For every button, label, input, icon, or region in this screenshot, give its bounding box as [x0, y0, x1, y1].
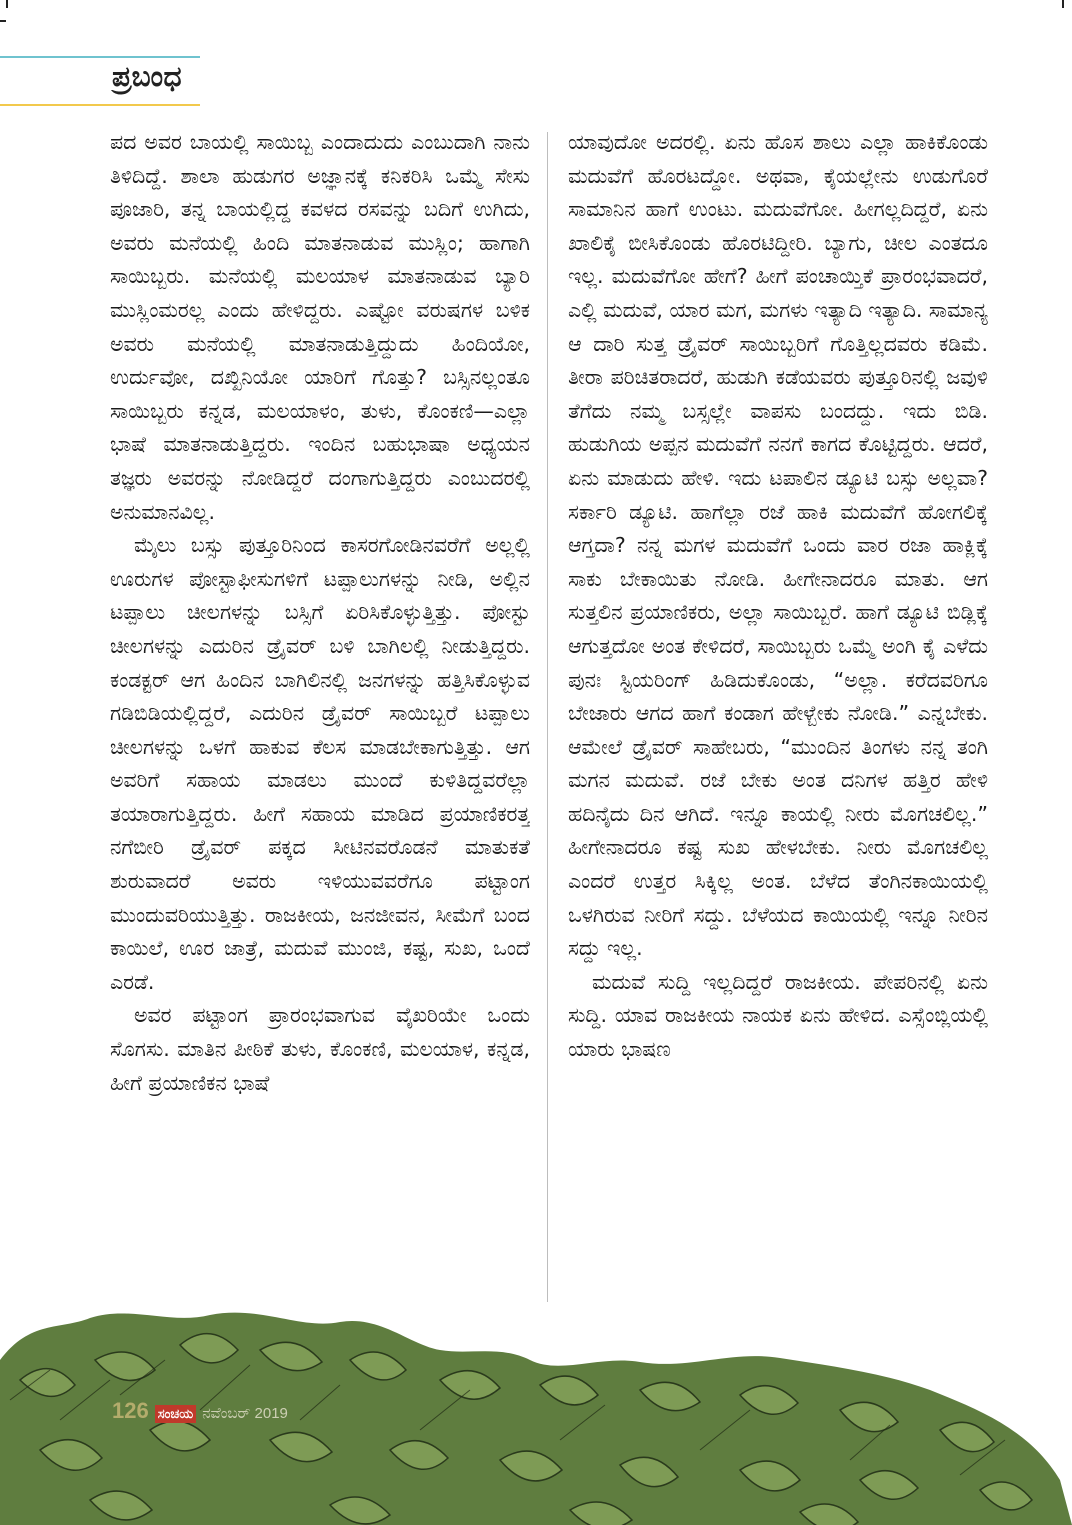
crop-mark-top-left [6, 0, 8, 8]
crop-mark-left [0, 20, 6, 22]
paragraph: ಪದ ಅವರ ಬಾಯಲ್ಲಿ ಸಾಯಿಬ್ಬ ಎಂದಾದುದು ಎಂಬುದಾಗಿ ನಾನು ತಿಳಿದಿದ್ದೆ. ಶಾಲಾ ಹುಡುಗರ ಅಜ್ಞಾನಕ್ಕೆ ಕನಿಕರಿಸಿ ಒಮ್ಮೆ ಸೇಸು ಪೂಜಾರಿ, ತನ್ನ ಬಾಯಲ್ಲಿದ್ದ ಕವಳದ ರಸವನ್ನು ಬದಿಗೆ ಉಗಿದು, ಅವರು ಮನೆಯಲ್ಲಿ ಹಿಂದಿ ಮಾತನಾಡುವ ಮುಸ್ಲಿಂ; ಹಾಗಾಗಿ ಸಾಯಿಬ್ಬರು. ಮನೆಯಲ್ಲಿ ಮಲಯಾಳ ಮಾತನಾಡುವ ಬ್ಯಾರಿ ಮುಸ್ಲಿಂಮರಲ್ಲ ಎಂದು ಹೇಳಿದ್ದರು. ಎಷ್ಟೋ ವರುಷಗಳ ಬಳಿಕ ಅವರು ಮನೆಯಲ್ಲಿ ಮಾತನಾಡುತ್ತಿದ್ದುದು ಹಿಂದಿಯೋ, ಉರ್ದುವೋ, ದಖ್ಖಿನಿಯೋ ಯಾರಿಗೆ ಗೊತ್ತು? ಬಸ್ಸಿನಲ್ಲಂತೂ ಸಾಯಿಬ್ಬರು ಕನ್ನಡ, ಮಲಯಾಳಂ, ತುಳು, ಕೊಂಕಣಿ—ಎಲ್ಲಾ ಭಾಷೆ ಮಾತನಾಡುತ್ತಿದ್ದರು. ಇಂದಿನ ಬಹುಭಾಷಾ ಅಧ್ಯಯನ ತಜ್ಞರು ಅವರನ್ನು ನೋಡಿದ್ದರೆ ದಂಗಾಗುತ್ತಿದ್ದರು ಎಂಬುದರಲ್ಲಿ ಅನುಮಾನವಿಲ್ಲ. [110, 130, 530, 524]
right-column [568, 126, 988, 1316]
paragraph: ಮದುವೆ ಸುದ್ದಿ ಇಲ್ಲದಿದ್ದರೆ ರಾಜಕೀಯ. ಪೇಪರಿನಲ್ಲಿ ಏನು ಸುದ್ದಿ. ಯಾವ ರಾಜಕೀಯ ನಾಯಕ ಏನು ಹೇಳಿದ. ಎಸ್ಸೆಂಬ್ಲಿಯಲ್ಲಿ ಯಾರು ಭಾಷಣ [568, 969, 988, 1062]
page-number: 126 [112, 1398, 149, 1423]
paragraph: ಅವರ ಪಟ್ಟಾಂಗ ಪ್ರಾರಂಭವಾಗುವ ವೈಖರಿಯೇ ಒಂದು ಸೊಗಸು. ಮಾತಿನ ಪೀಠಿಕೆ ತುಳು, ಕೊಂಕಣಿ, ಮಲಯಾಳ, ಕನ್ನಡ, ಹೀಗೆ ಪ್ರಯಾಣಿಕನ ಭಾಷೆ [110, 1003, 530, 1095]
issue-text: ನವೆಂಬರ್ 2019 [202, 1405, 288, 1422]
magazine-logo: ಸಂಚಯ [155, 1405, 196, 1423]
section-header [0, 56, 200, 108]
column-divider [547, 132, 548, 1302]
header-rule-yellow [0, 104, 200, 106]
paragraph: ಮೈಲು ಬಸ್ಸು ಪುತ್ತೂರಿನಿಂದ ಕಾಸರಗೋಡಿನವರೆಗೆ ಅಲ್ಲಲ್ಲಿ ಊರುಗಳ ಪೋಸ್ಟಾಫೀಸುಗಳಿಗೆ ಟಪ್ಪಾಲುಗಳನ್ನು ನೀಡಿ, ಅಲ್ಲಿನ ಟಪ್ಪಾಲು ಚೀಲಗಳನ್ನು ಬಸ್ಸಿಗೆ ಏರಿಸಿಕೊಳ್ಳುತ್ತಿತ್ತು. ಪೋಸ್ಟು ಚೀಲಗಳನ್ನು ಎದುರಿನ ಡ್ರೈವರ್ ಬಳಿ ಬಾಗಿಲಲ್ಲಿ ನೀಡುತ್ತಿದ್ದರು. ಕಂಡಕ್ಟರ್ ಆಗ ಹಿಂದಿನ ಬಾಗಿಲಿನಲ್ಲಿ ಜನಗಳನ್ನು ಹತ್ತಿಸಿಕೊಳ್ಳುವ ಗಡಿಬಿಡಿಯಲ್ಲಿದ್ದರೆ, ಎದುರಿನ ಡ್ರೈವರ್ ಸಾಯಿಬ್ಬರೆ ಟಪ್ಪಾಲು ಚೀಲಗಳನ್ನು ಒಳಗೆ ಹಾಕುವ ಕೆಲಸ ಮಾಡಬೇಕಾಗುತ್ತಿತ್ತು. ಆಗ ಅವರಿಗೆ ಸಹಾಯ ಮಾಡಲು ಮುಂದೆ ಕುಳಿತಿದ್ದವರೆಲ್ಲಾ ತಯಾರಾಗುತ್ತಿದ್ದರು. ಹೀಗೆ ಸಹಾಯ ಮಾಡಿದ ಪ್ರಯಾಣಿಕರತ್ತ ನಗೆಬೀರಿ ಡ್ರೈವರ್ ಪಕ್ಕದ ಸೀಟಿನವರೊಡನೆ ಮಾತುಕತೆ ಶುರುವಾದರೆ ಅವರು ಇಳಿಯುವವರೆಗೂ ಪಟ್ಟಾಂಗ ಮುಂದುವರಿಯುತ್ತಿತ್ತು. ರಾಜಕೀಯ, ಜನಜೀವನ, ಸೀಮೆಗೆ ಬಂದ ಕಾಯಿಲೆ, ಊರ ಜಾತ್ರೆ, ಮದುವೆ ಮುಂಜಿ, ಕಷ್ಟ, ಸುಖ, ಒಂದೆ ಎರಡೆ. [110, 533, 530, 994]
crop-mark-top-right [1062, 0, 1064, 8]
header-rule-teal [0, 56, 200, 58]
article-body [110, 126, 990, 1316]
page-footer [112, 1398, 288, 1424]
section-title: ಪ್ರಬಂಧ [112, 60, 183, 93]
paragraph: ಯಾವುದೋ ಅದರಲ್ಲಿ. ಏನು ಹೊಸ ಶಾಲು ಎಲ್ಲಾ ಹಾಕಿಕೊಂಡು ಮದುವೆಗೆ ಹೊರಟದ್ದೋ. ಅಥವಾ, ಕೈಯಲ್ಲೇನು ಉಡುಗೊರೆ ಸಾಮಾನಿನ ಹಾಗೆ ಉಂಟು. ಮದುವೆಗೋ. ಹೀಗಲ್ಲದಿದ್ದರೆ, ಏನು ಖಾಲಿಕೈ ಬೀಸಿಕೊಂಡು ಹೊರಟಿದ್ದೀರಿ. ಬ್ಯಾಗು, ಚೀಲ ಎಂತದೂ ಇಲ್ಲ. ಮದುವೆಗೋ ಹೇಗೆ? ಹೀಗೆ ಪಂಚಾಯ್ತಿಕೆ ಪ್ರಾರಂಭವಾದರೆ, ಎಲ್ಲಿ ಮದುವೆ, ಯಾರ ಮಗ, ಮಗಳು ಇತ್ಯಾದಿ ಇತ್ಯಾದಿ. ಸಾಮಾನ್ಯ ಆ ದಾರಿ ಸುತ್ತ ಡ್ರೈವರ್ ಸಾಯಿಬ್ಬರಿಗೆ ಗೊತ್ತಿಲ್ಲದವರು ಕಡಿಮೆ. ತೀರಾ ಪರಿಚಿತರಾದರೆ, ಹುಡುಗಿ ಕಡೆಯವರು ಪುತ್ತೂರಿನಲ್ಲಿ ಜವುಳಿ ತೆಗೆದು ನಮ್ಮ ಬಸ್ಸಲ್ಲೇ ವಾಪಸು ಬಂದದ್ದು. ಇದು ಬಿಡಿ. ಹುಡುಗಿಯ ಅಪ್ಪನ ಮದುವೆಗೆ ನನಗೆ ಕಾಗದ ಕೊಟ್ಟಿದ್ದರು. ಆದರೆ, ಏನು ಮಾಡುದು ಹೇಳಿ. ಇದು ಟಪಾಲಿನ ಡ್ಯೂಟಿ ಬಸ್ಸು ಅಲ್ಲವಾ? ಸರ್ಕಾರಿ ಡ್ಯೂಟಿ. ಹಾಗೆಲ್ಲಾ ರಜೆ ಹಾಕಿ ಮದುವೆಗೆ ಹೋಗಲಿಕ್ಕೆ ಆಗ್ತದಾ? ನನ್ನ ಮಗಳ ಮದುವೆಗೆ ಒಂದು ವಾರ ರಜಾ ಹಾಕ್ಲಿಕ್ಕೆ ಸಾಕು ಬೇಕಾಯಿತು ನೋಡಿ. ಹೀಗೇನಾದರೂ ಮಾತು. ಆಗ ಸುತ್ತಲಿನ ಪ್ರಯಾಣಿಕರು, ಅಲ್ಲಾ ಸಾಯಿಬ್ಬರೆ. ಹಾಗೆ ಡ್ಯೂಟಿ ಬಿಡ್ಲಿಕ್ಕೆ ಆಗುತ್ತದೋ ಅಂತ ಕೇಳಿದರೆ, ಸಾಯಿಬ್ಬರು ಒಮ್ಮೆ ಅಂಗಿ ಕೈ ಎಳೆದು ಪುನಃ ಸ್ಟಿಯರಿಂಗ್ ಹಿಡಿದುಕೊಂಡು, “ಅಲ್ಲಾ. ಕರೆದವರಿಗೂ ಬೇಜಾರು ಆಗದ ಹಾಗೆ ಕಂಡಾಗ ಹೇಳ್ಬೇಕು ನೋಡಿ.” ಎನ್ನಬೇಕು. ಆಮೇಲೆ ಡ್ರೈವರ್ ಸಾಹೇಬರು, “ಮುಂದಿನ ತಿಂಗಳು ನನ್ನ ತಂಗಿ ಮಗನ ಮದುವೆ. ರಜೆ ಬೇಕು ಅಂತ ದನಿಗಳ ಹತ್ತಿರ ಹೇಳಿ ಹದಿನೈದು ದಿನ ಆಗಿದೆ. ಇನ್ನೂ ಕಾಯಲ್ಲಿ ನೀರು ಮೊಗಚಲಿಲ್ಲ.” ಹೀಗೇನಾದರೂ ಕಷ್ಟ ಸುಖ ಹೇಳಬೇಕು. ನೀರು ಮೊಗಚಲಿಲ್ಲ ಎಂದರೆ ಉತ್ತರ ಸಿಕ್ಕಿಲ್ಲ ಅಂತ. ಬೆಳೆದ ತೆಂಗಿನಕಾಯಿಯಲ್ಲಿ ಒಳಗಿರುವ ನೀರಿಗೆ ಸದ್ದು. ಬೆಳೆಯದ ಕಾಯಿಯಲ್ಲಿ ಇನ್ನೂ ನೀರಿನ ಸದ್ದು ಇಲ್ಲ. [568, 130, 988, 961]
left-column [110, 126, 530, 1316]
